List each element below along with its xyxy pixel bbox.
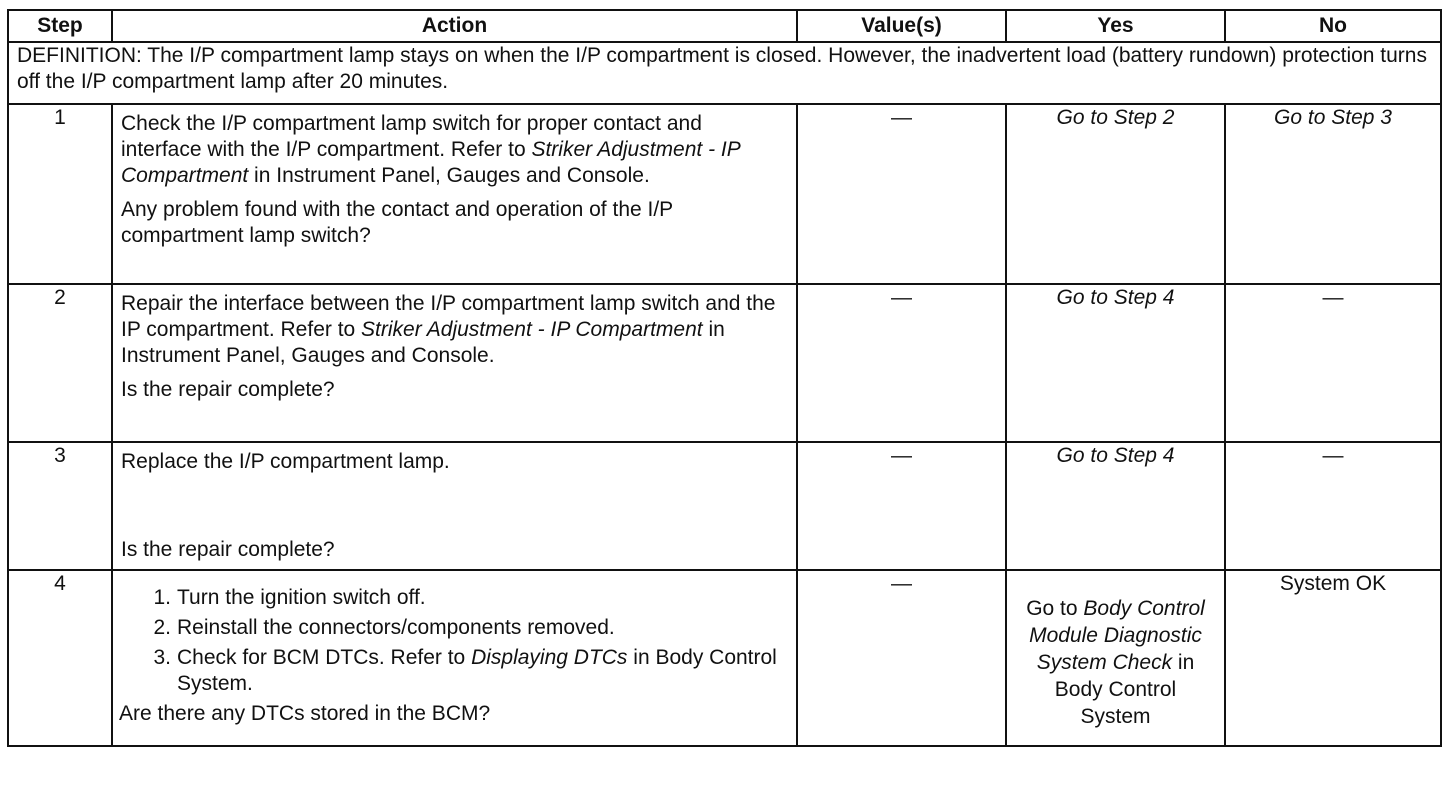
action-list <box>119 585 788 697</box>
reference-link: Displaying DTCs <box>471 646 628 669</box>
step-no: Go to Step 3 <box>1225 104 1441 284</box>
action-question: Any problem found with the contact and operation of the I/P compartment lamp switch? <box>121 198 673 247</box>
step-action <box>112 442 797 570</box>
table-row <box>8 570 1441 746</box>
header-row <box>8 10 1441 42</box>
action-text: Repair the interface between the I/P compartment lamp switch and the IP compartment. Refer to Striker Adjustment - IP Compartment in Instrument Panel, Gauges and Console. <box>121 292 776 367</box>
list-item: 2. Reinstall the connectors/components removed. <box>153 616 615 639</box>
definition-text: DEFINITION: The I/P compartment lamp stays on when the I/P compartment is closed. However, the inadvertent load (battery rundown) protection turns off the I/P compartment lamp after 20 minutes. <box>8 42 1441 104</box>
action-text: Check the I/P compartment lamp switch for proper contact and interface with the I/P compartment. Refer to Striker Adjustment - IP Compartment in Instrument Panel, Gauges and Console. <box>121 112 740 187</box>
step-number: 2 <box>8 284 112 442</box>
diagnostic-table <box>7 9 1442 747</box>
step-yes: Go to Step 2 <box>1006 104 1225 284</box>
step-value: — <box>797 442 1006 570</box>
table-row <box>8 442 1441 570</box>
step-value: — <box>797 284 1006 442</box>
step-yes: Go to Body Control Module Diagnostic System Check in Body Control System <box>1006 570 1225 746</box>
header-step: Step <box>8 10 112 42</box>
list-item: 1. Turn the ignition switch off. <box>153 586 426 609</box>
step-no: — <box>1225 284 1441 442</box>
list-item: 3. Check for BCM DTCs. Refer to Displaying DTCs in Body Control System. <box>153 646 777 695</box>
step-value: — <box>797 570 1006 746</box>
step-yes: Go to Step 4 <box>1006 284 1225 442</box>
step-no: System OK <box>1225 570 1441 746</box>
step-yes: Go to Step 4 <box>1006 442 1225 570</box>
header-action: Action <box>112 10 797 42</box>
step-action <box>112 570 797 746</box>
reference-link: Body Control Module Diagnostic System Check <box>1029 596 1205 674</box>
action-text: Replace the I/P compartment lamp. <box>121 450 450 473</box>
table-row <box>8 284 1441 442</box>
definition-row <box>8 42 1441 104</box>
action-question: Is the repair complete? <box>121 378 335 401</box>
step-action <box>112 104 797 284</box>
table-row <box>8 104 1441 284</box>
step-number: 1 <box>8 104 112 284</box>
header-values: Value(s) <box>797 10 1006 42</box>
header-yes: Yes <box>1006 10 1225 42</box>
reference-link: Striker Adjustment - IP Compartment <box>361 318 703 341</box>
header-no: No <box>1225 10 1441 42</box>
step-action <box>112 284 797 442</box>
step-number: 4 <box>8 570 112 746</box>
step-value: — <box>797 104 1006 284</box>
action-question: Is the repair complete? <box>121 538 335 561</box>
step-number: 3 <box>8 442 112 570</box>
step-no: — <box>1225 442 1441 570</box>
action-question: Are there any DTCs stored in the BCM? <box>119 702 491 725</box>
reference-link: Striker Adjustment - IP Compartment <box>121 138 740 187</box>
